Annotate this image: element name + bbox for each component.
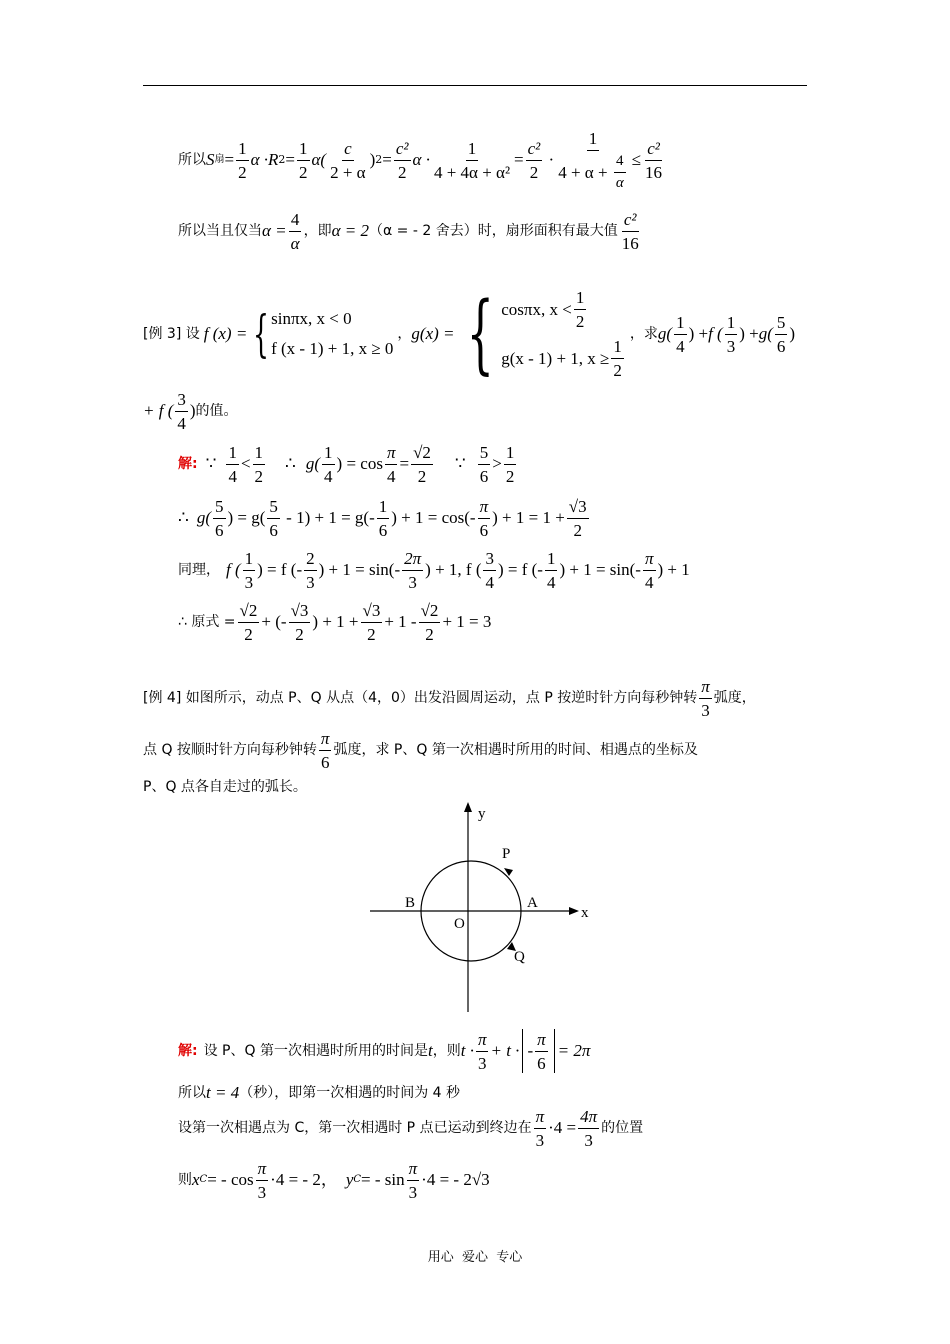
fraction: $\frac{√2}{2}$ bbox=[420, 600, 439, 644]
fraction: $\frac{5}{6}$ bbox=[776, 312, 786, 356]
solution-4-line-2 bbox=[178, 1082, 460, 1104]
equals: = bbox=[285, 150, 295, 169]
expr: + t · bbox=[490, 1041, 520, 1060]
fraction: $\frac{4\pi}{3}$ bbox=[580, 1106, 598, 1150]
x-axis-arrow bbox=[569, 907, 579, 915]
page-footer: 用心 爱心 专心 bbox=[427, 1250, 523, 1265]
fraction: $\frac{2\pi}{3}$ bbox=[404, 548, 422, 592]
expr: ) bbox=[189, 401, 196, 420]
expr: + f ( bbox=[143, 401, 174, 420]
fraction: $\frac{1}{4}$ bbox=[228, 442, 237, 486]
expr: t bbox=[427, 1041, 433, 1060]
superscript: 2 bbox=[375, 153, 383, 166]
fraction: $\frac{1}{2}$ bbox=[238, 138, 247, 182]
expr: ) = f (- bbox=[257, 560, 303, 579]
fraction: $\frac{\pi}{6}$ bbox=[320, 728, 330, 772]
fraction: $\frac{√3}{2}$ bbox=[568, 496, 587, 540]
example-4-line-2 bbox=[143, 726, 698, 774]
text: 的值。 bbox=[195, 403, 238, 419]
label-b: B bbox=[405, 895, 416, 911]
fraction: $\frac{3}{4}$ bbox=[177, 389, 186, 433]
piecewise-f: { sinπx, x < 0 f (x - 1) + 1, x ≥ 0 bbox=[253, 305, 394, 363]
fraction: $\frac{\pi}{3}$ bbox=[535, 1106, 545, 1150]
greater-than: > bbox=[492, 454, 502, 473]
fraction: $\frac{5}{6}$ bbox=[269, 496, 278, 540]
fraction: $\frac{\pi}{6}$ bbox=[479, 496, 489, 540]
text: （α = - 2 舍去）时，扇形面积有最大值 bbox=[369, 223, 618, 239]
expr: ) + 1, f ( bbox=[425, 560, 482, 579]
text: （秒），即第一次相遇的时间为 4 秒 bbox=[239, 1085, 461, 1101]
fraction: $\frac{\text{c²}}{2}$ bbox=[527, 138, 541, 182]
fraction: $\frac{1}{3}$ bbox=[244, 548, 254, 592]
expr: x bbox=[192, 1170, 200, 1189]
expr: ) bbox=[789, 324, 796, 343]
label-q: Q bbox=[514, 949, 525, 965]
expr: f (x) = bbox=[203, 324, 248, 343]
solution-label: 解: bbox=[178, 1043, 198, 1059]
expr: ) + 1 = sin(- bbox=[318, 560, 401, 579]
text: ，求 bbox=[629, 326, 658, 342]
text: 同理， bbox=[178, 562, 220, 578]
subscript: C bbox=[199, 1174, 208, 1185]
text: 设 P、Q 第一次相遇时所用的时间是 bbox=[203, 1043, 428, 1059]
fraction: $\frac{c}{2 + \alpha}$ bbox=[330, 138, 366, 182]
fraction: $\frac{√2}{2}$ bbox=[239, 600, 258, 644]
brace: { bbox=[466, 284, 494, 384]
example-4-line-1 bbox=[143, 674, 756, 722]
y-axis-arrow bbox=[464, 802, 472, 812]
brace: { bbox=[253, 305, 270, 363]
label-y: y bbox=[478, 806, 486, 822]
fraction: $\frac{√2}{2}$ bbox=[413, 442, 431, 486]
fraction: $\frac{\pi}{3}$ bbox=[477, 1029, 487, 1073]
fraction: $\frac{1}{2}$ bbox=[299, 138, 308, 182]
expr: ·4 = - 2√3 bbox=[421, 1170, 490, 1189]
expr: = - cos bbox=[207, 1170, 254, 1189]
expr: y bbox=[345, 1170, 354, 1189]
expr: ) bbox=[369, 150, 376, 169]
fraction: $\frac{\pi}{3}$ bbox=[408, 1158, 418, 1202]
expr: g( bbox=[305, 454, 321, 473]
solution-3-line-2 bbox=[178, 494, 591, 542]
expr: · bbox=[544, 150, 555, 169]
fraction: $\frac{5}{6}$ bbox=[215, 496, 224, 540]
expr: g(x) = bbox=[411, 324, 455, 343]
expr: t · bbox=[460, 1041, 474, 1060]
therefore-symbol: ∴ bbox=[285, 454, 296, 473]
expr: f ( bbox=[708, 324, 723, 343]
fraction: $\frac{1}{6}$ bbox=[378, 496, 388, 540]
text: P、Q 点各自走过的弧长。 bbox=[143, 779, 307, 795]
expr: = 2π bbox=[557, 1041, 591, 1060]
equals: = bbox=[224, 150, 235, 169]
fraction: $\frac{1}{\text{4 + 4α + α²}}$ bbox=[433, 138, 511, 182]
expr: ) = cos bbox=[336, 454, 383, 473]
expr: ·4 = - 2， bbox=[270, 1170, 338, 1189]
example-label: [例 3] 设 bbox=[143, 326, 200, 342]
fraction: 1 4 + α + $\frac{4}{\alpha}$ bbox=[558, 128, 624, 191]
text: [例 4] 如图所示，动点 P、Q 从点（4，0）出发沿圆周运动，点 P 按逆时针方向每秒钟转 bbox=[143, 690, 698, 706]
therefore-symbol: ∴ bbox=[178, 508, 189, 527]
text: 弧度，求 P、Q 第一次相遇时所用的时间、相遇点的坐标及 bbox=[333, 742, 698, 758]
expr: α = 2 bbox=[331, 221, 369, 240]
fraction: $\frac{1}{2}$ bbox=[254, 442, 264, 486]
subscript: 扇 bbox=[214, 154, 225, 165]
example-3 bbox=[143, 284, 795, 384]
text: 所以 bbox=[178, 1085, 206, 1101]
expr: t = 4 bbox=[206, 1083, 240, 1102]
fraction: $\frac{\pi}{4}$ bbox=[386, 442, 396, 486]
text: 所以当且仅当 bbox=[178, 223, 262, 239]
expr: f ( bbox=[226, 560, 241, 579]
example-3-cont bbox=[143, 388, 238, 434]
fraction: $\frac{3}{4}$ bbox=[485, 548, 494, 592]
fraction: $\frac{\text{c²}}{16}$ bbox=[621, 209, 639, 253]
solution-3-line-3 bbox=[178, 546, 690, 594]
fraction: $\frac{1}{4}$ bbox=[676, 312, 685, 356]
text: 的位置 bbox=[601, 1120, 644, 1136]
solution-3-line-1 bbox=[178, 440, 518, 488]
absolute-value: - $\frac{\pi}{6}$ bbox=[522, 1029, 554, 1073]
label-x: x bbox=[581, 905, 589, 921]
fraction: $\frac{4}{\alpha}$ bbox=[290, 209, 300, 253]
text: ， bbox=[397, 326, 412, 342]
header-rule bbox=[143, 85, 807, 86]
fraction: $\frac{√3}{2}$ bbox=[362, 600, 381, 644]
fraction: $\frac{√3}{2}$ bbox=[290, 600, 309, 644]
fraction: $\frac{1}{2}$ bbox=[505, 442, 515, 486]
formula-line-1 bbox=[178, 128, 666, 192]
superscript: 2 bbox=[278, 153, 286, 166]
subscript: C bbox=[353, 1174, 362, 1185]
label-o: O bbox=[454, 916, 465, 932]
equals: = bbox=[399, 454, 410, 473]
fraction: $\frac{\pi}{4}$ bbox=[644, 548, 654, 592]
less-equal: ≤ bbox=[631, 150, 642, 169]
expr: α( bbox=[311, 150, 327, 169]
expr: ) = g( bbox=[227, 508, 266, 527]
expr: g( bbox=[758, 324, 773, 343]
fraction: $\frac{2}{3}$ bbox=[306, 548, 315, 592]
expr: + 1 - bbox=[384, 612, 417, 631]
fraction: $\frac{\text{c²}}{16}$ bbox=[645, 138, 663, 182]
equals: = bbox=[514, 150, 524, 169]
expr: α ·R bbox=[250, 150, 279, 169]
piecewise-g: { cosπx, x < $\frac{1}{2}$ g(x - 1) + 1, x ≥ $\frac{1}{2}$ bbox=[466, 284, 622, 384]
solution-4-line-1 bbox=[178, 1026, 590, 1076]
expr: ) + 1 = 1 + bbox=[492, 508, 565, 527]
expr: ) + bbox=[688, 324, 709, 343]
text: ∴ 原式 = bbox=[178, 614, 236, 630]
fraction: $\frac{5}{6}$ bbox=[479, 442, 489, 486]
formula-line-2 bbox=[178, 206, 643, 256]
label-p: P bbox=[502, 846, 511, 862]
expr: ·4 = bbox=[548, 1118, 577, 1137]
text: 弧度， bbox=[713, 690, 756, 706]
text: 设第一次相遇点为 C，第一次相遇时 P 点已运动到终边在 bbox=[178, 1120, 532, 1136]
expr: ) + 1 = cos(- bbox=[391, 508, 476, 527]
expr: ) + bbox=[739, 324, 759, 343]
expr: - 1) + 1 = g(- bbox=[281, 508, 375, 527]
solution-4-line-4 bbox=[178, 1156, 490, 1204]
fraction: $\frac{1}{4}$ bbox=[324, 442, 333, 486]
solution-4-line-3 bbox=[178, 1104, 643, 1152]
because-symbol: ∵ bbox=[205, 454, 217, 473]
expr: g( bbox=[657, 324, 673, 343]
fraction: $\frac{\pi}{3}$ bbox=[257, 1158, 267, 1202]
symbol: S bbox=[206, 150, 215, 169]
expr: α · bbox=[412, 150, 430, 169]
text: 所以 bbox=[178, 152, 206, 168]
text: 则 bbox=[178, 1172, 192, 1188]
expr: + (- bbox=[261, 612, 287, 631]
solution-label: 解: bbox=[178, 456, 198, 472]
expr: ) + 1 = sin(- bbox=[559, 560, 641, 579]
expr: ) + 1 bbox=[657, 560, 690, 579]
expr: = - sin bbox=[361, 1170, 405, 1189]
expr: ) = f (- bbox=[497, 560, 543, 579]
expr: α = bbox=[262, 221, 287, 240]
label-a: A bbox=[527, 895, 538, 911]
fraction: $\frac{\text{c²}}{2}$ bbox=[395, 138, 409, 182]
equals: = bbox=[382, 150, 392, 169]
expr: ) + 1 + bbox=[312, 612, 359, 631]
fraction: $\frac{1}{3}$ bbox=[726, 312, 736, 356]
expr: g( bbox=[196, 508, 211, 527]
example-4-line-3 bbox=[143, 776, 307, 798]
less-than: < bbox=[240, 454, 251, 473]
text: 点 Q 按顺时针方向每秒钟转 bbox=[143, 742, 317, 758]
because-symbol: ∵ bbox=[454, 454, 466, 473]
unit-circle-diagram bbox=[368, 800, 592, 1016]
fraction: $\frac{\pi}{3}$ bbox=[701, 676, 710, 720]
text: ，即 bbox=[303, 223, 332, 239]
expr: + 1 = 3 bbox=[442, 612, 492, 631]
text: ，则 bbox=[432, 1043, 461, 1059]
solution-3-line-4 bbox=[178, 598, 491, 646]
fraction: $\frac{1}{4}$ bbox=[546, 548, 556, 592]
